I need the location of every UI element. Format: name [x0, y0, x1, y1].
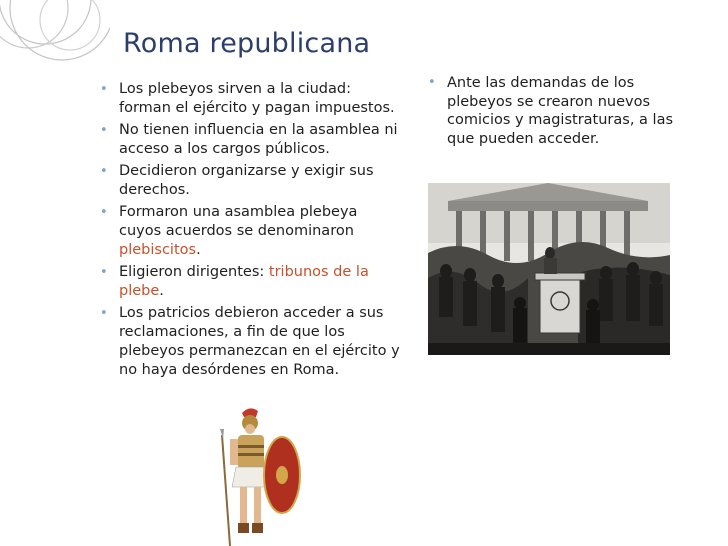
bullet-icon: •	[100, 123, 108, 138]
bullet-text: Ante las demandas de los plebeyos se crearon nuevos comicios y magistraturas, a las que pueden acceder.	[447, 75, 674, 147]
bullet-item	[100, 304, 400, 380]
decorative-rings-icon	[0, 0, 110, 80]
right-bullet-list	[428, 74, 678, 151]
bullet-icon: •	[100, 82, 108, 97]
roman-soldier-icon	[212, 405, 308, 546]
bullet-item	[100, 121, 400, 159]
bullet-text: .	[159, 283, 164, 299]
bullet-item	[100, 263, 400, 301]
bullet-text: Los patricios debieron acceder a sus reclamaciones, a fin de que los plebeyos permanezcan en el ejército y no haya desórdenes en Roma.	[119, 305, 400, 378]
left-bullet-list	[100, 80, 400, 383]
bullet-text: Los plebeyos sirven a la ciudad: forman el ejército y pagan impuestos.	[119, 81, 395, 116]
engraving-icon	[428, 183, 670, 355]
bullet-icon: •	[100, 306, 108, 321]
bullet-icon: •	[100, 164, 108, 179]
bullet-item	[100, 162, 400, 200]
bullet-icon: •	[100, 265, 108, 280]
slide-title: Roma republicana	[123, 28, 371, 59]
highlighted-term: plebiscitos	[119, 242, 197, 258]
bullet-text: Eligieron dirigentes:	[119, 264, 269, 280]
bullet-item	[100, 80, 400, 118]
highlighted-term: tribunos de la plebe	[119, 264, 369, 299]
bullet-icon: •	[428, 75, 436, 90]
bullet-icon: •	[100, 205, 108, 220]
bullet-text: Formaron una asamblea plebeya cuyos acuerdos se denominaron	[119, 204, 358, 239]
bullet-text: No tienen influencia en la asamblea ni acceso a los cargos públicos.	[119, 122, 398, 157]
bullet-text: Decidieron organizarse y exigir sus derechos.	[119, 163, 374, 198]
bullet-item	[428, 74, 678, 148]
bullet-item	[100, 203, 400, 260]
bullet-text: .	[196, 242, 201, 258]
